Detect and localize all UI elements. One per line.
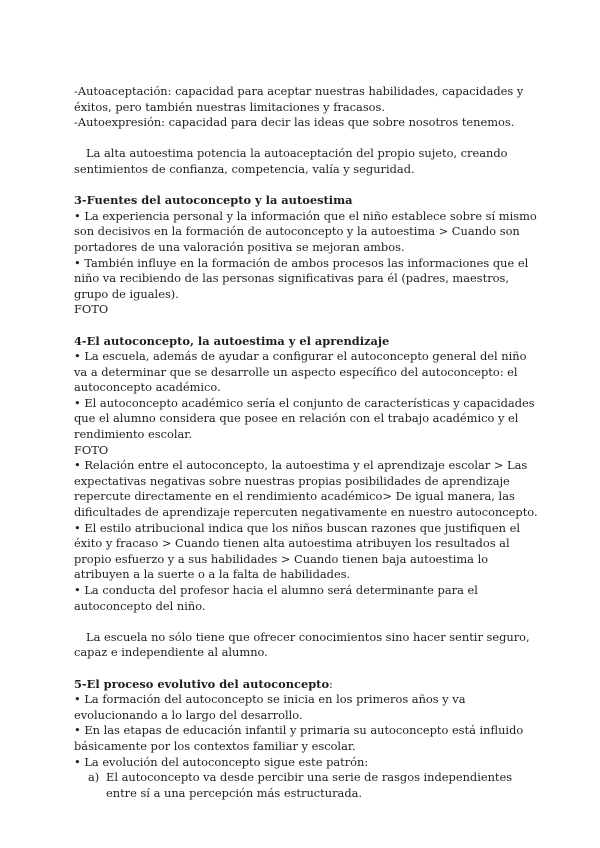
section-4-bullet-1: • La escuela, además de ayudar a configurar el autoconcepto general del niño va a determinar que se desarrolle un aspecto específico del autoconcepto: el autoconcepto académico. (74, 349, 527, 395)
section-5-heading-line (74, 677, 540, 693)
blank-line (74, 131, 540, 147)
section-5-heading-colon: : (329, 676, 333, 691)
autoaceptacion-line: -Autoaceptación: capacidad para aceptar nuestras habilidades, capacidades y éxitos, pero también nuestras limitaciones y fracasos. (74, 84, 524, 114)
ordered-list-item-a (74, 770, 540, 801)
section-5-bullet-2: • En las etapas de educación infantil y primaria su autoconcepto está influido básicamente por los contextos familiar y escolar. (74, 723, 524, 753)
section-4-foto: FOTO (74, 442, 109, 457)
section-4-bullet-5: • La conducta del profesor hacia el alumno será determinante para el autoconcepto del niño. (74, 583, 478, 613)
blank-line (74, 614, 540, 630)
section-4-bullet-4: • El estilo atribucional indica que los niños buscan razones que justifiquen el éxito y fracaso > Cuando tienen alta autoestima atribuyen los resultados al propio esfuerzo y a sus habilidades > Cuando tienen baja autoestima lo atribuyen a la suerte o a la falta de habilidades. (74, 520, 520, 582)
blank-line (74, 178, 540, 194)
autoexpresion-line: -Autoexpresión: capacidad para decir las ideas que sobre nosotros tenemos. (74, 115, 515, 130)
section-5-bullet-1: • La formación del autoconcepto se inicia en los primeros años y va evolucionando a lo largo del desarrollo. (74, 692, 466, 722)
section-4-heading: 4-El autoconcepto, la autoestima y el aprendizaje (74, 333, 390, 348)
section-3-foto: FOTO (74, 302, 109, 317)
section-3-bullet-2: • También influye en la formación de ambos procesos las informaciones que el niño va recibiendo de las personas significativas para él (padres, maestros, grupo de iguales). (74, 255, 529, 301)
section-3-bullet-1: • La experiencia personal y la información que el niño establece sobre sí mismo son decisivos en la formación de autoconcepto y la autoestima > Cuando son portadores de una valoración positiva se mejoran ambos. (74, 208, 537, 254)
intro-paragraph: La alta autoestima potencia la autoaceptación del propio sujeto, creando sentimientos de confianza, competencia, valía y seguridad. (74, 146, 508, 176)
list-item-a-text: El autoconcepto va desde percibir una serie de rasgos independientes entre sí a una percepción más estructurada. (106, 770, 513, 800)
blank-line (74, 318, 540, 334)
section-3-heading: 3-Fuentes del autoconcepto y la autoestima (74, 193, 353, 208)
section-4-paragraph: La escuela no sólo tiene que ofrecer conocimientos sino hacer sentir seguro, capaz e independiente al alumno. (74, 629, 530, 660)
section-4-bullet-3: • Relación entre el autoconcepto, la autoestima y el aprendizaje escolar > Las expectativas negativas sobre nuestras propias posibilidades de aprendizaje repercute directamente en el rendimiento académico> De igual manera, las dificultades de aprendizaje repercuten negativamente en nuestro autoconcepto. (74, 458, 538, 520)
section-4-bullet-2: • El autoconcepto académico sería el conjunto de características y capacidades que el alumno considera que posee en relación con el trabajo académico y el rendimiento escolar. (74, 395, 535, 442)
section-5-heading: 5-El proceso evolutivo del autoconcepto (74, 676, 330, 691)
list-marker-a: a) (88, 770, 100, 785)
section-5-bullet-3: • La evolución del autoconcepto sigue este patrón: (74, 754, 369, 769)
blank-line (74, 661, 540, 677)
